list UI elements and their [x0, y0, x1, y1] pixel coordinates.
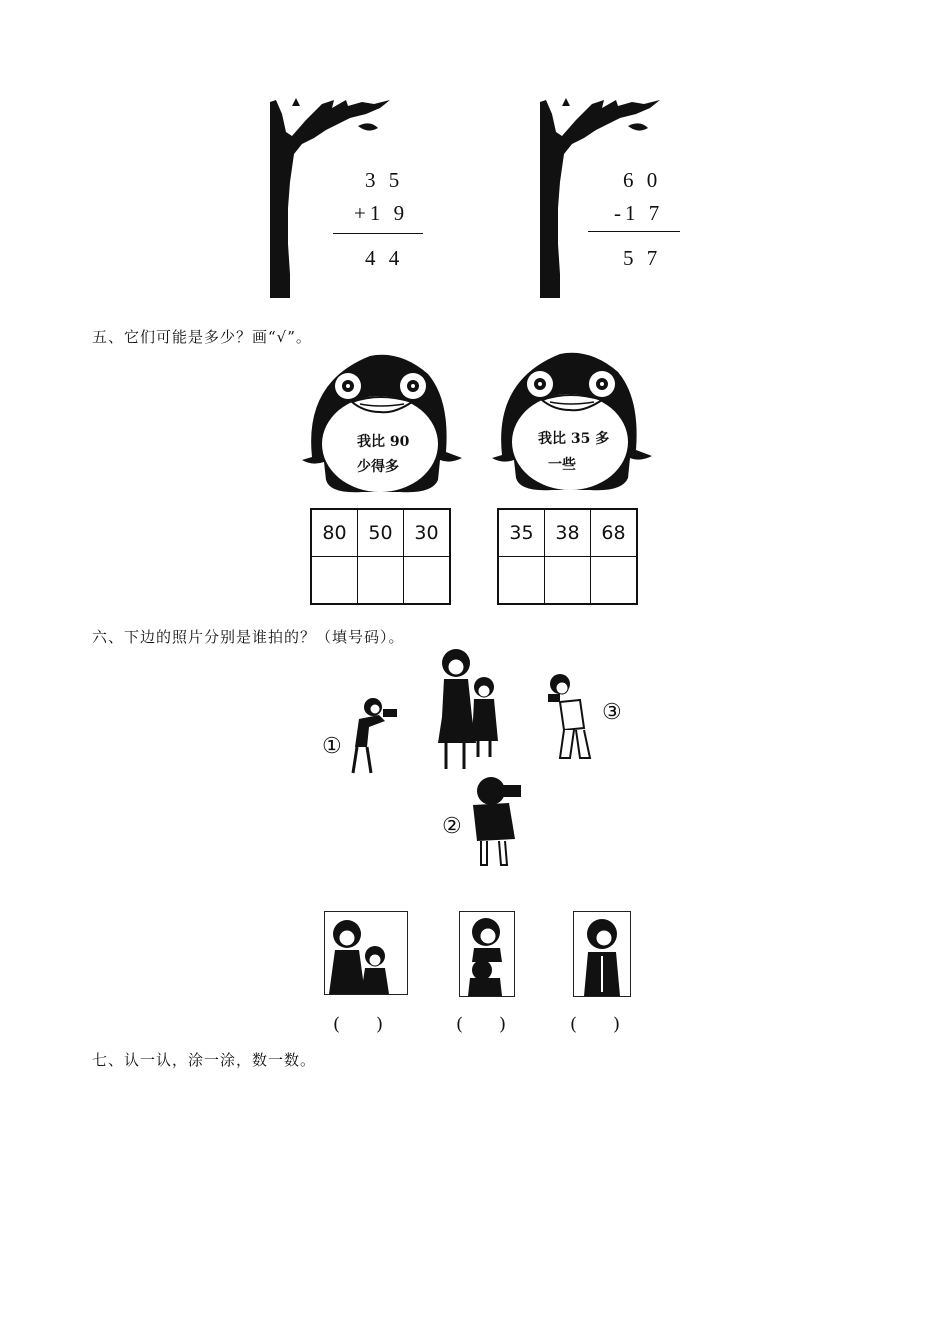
check-answer-cell[interactable] [358, 557, 404, 605]
photographer-2-illustration [465, 775, 535, 870]
photo-2-image [460, 912, 514, 996]
answer-blank-2[interactable]: ( ) [456, 1014, 507, 1035]
penguin-left-text-line1: 我比 90 [357, 434, 410, 450]
check-answer-cell[interactable] [498, 557, 545, 605]
photo-frame-1 [324, 911, 408, 995]
check-answer-cell[interactable] [591, 557, 638, 605]
marker-1: ① [322, 734, 342, 759]
calc-1-result: 4 4 [365, 246, 404, 270]
calc-2-rule [588, 231, 680, 232]
calc-2-result: 5 7 [623, 246, 662, 270]
penguin-left-text-line2: 少得多 [357, 459, 399, 475]
calc-2-top: 6 0 [623, 168, 662, 192]
photo-subjects-illustration [432, 645, 512, 775]
section-5-title: 五、它们可能是多少？画“√”。 [92, 328, 312, 346]
check-answer-cell[interactable] [545, 557, 591, 605]
calc-1-rule [333, 233, 423, 234]
options-table-right [497, 508, 638, 605]
option-cell: 50 [358, 509, 404, 557]
option-cell: 38 [545, 509, 591, 557]
check-answer-cell[interactable] [404, 557, 451, 605]
photo-3-image [574, 912, 630, 996]
check-answer-cell[interactable] [311, 557, 358, 605]
penguin-right-text-line2: 一些 [548, 457, 576, 473]
calc-2-middle: -1 7 [614, 201, 664, 225]
section-7-title: 七、认一认，涂一涂，数一数。 [92, 1051, 317, 1069]
photo-frame-3 [573, 911, 631, 997]
photo-frame-2 [459, 911, 515, 997]
calc-1-middle: +1 9 [354, 201, 409, 225]
penguin-right-text-line1: 我比 35 多 [538, 431, 610, 447]
marker-3: ③ [602, 700, 622, 725]
option-cell: 80 [311, 509, 358, 557]
option-cell: 30 [404, 509, 451, 557]
calc-1-top: 3 5 [365, 168, 404, 192]
option-cell: 68 [591, 509, 638, 557]
options-table-left [310, 508, 451, 605]
photo-1-image [325, 912, 407, 994]
photographer-3-illustration [540, 672, 600, 764]
section-6-title: 六、下边的照片分别是谁拍的？（填号码）。 [92, 628, 405, 646]
option-cell: 35 [498, 509, 545, 557]
marker-2: ② [442, 814, 462, 839]
answer-blank-1[interactable]: ( ) [333, 1014, 384, 1035]
photographer-1-illustration [345, 695, 405, 780]
answer-blank-3[interactable]: ( ) [570, 1014, 621, 1035]
